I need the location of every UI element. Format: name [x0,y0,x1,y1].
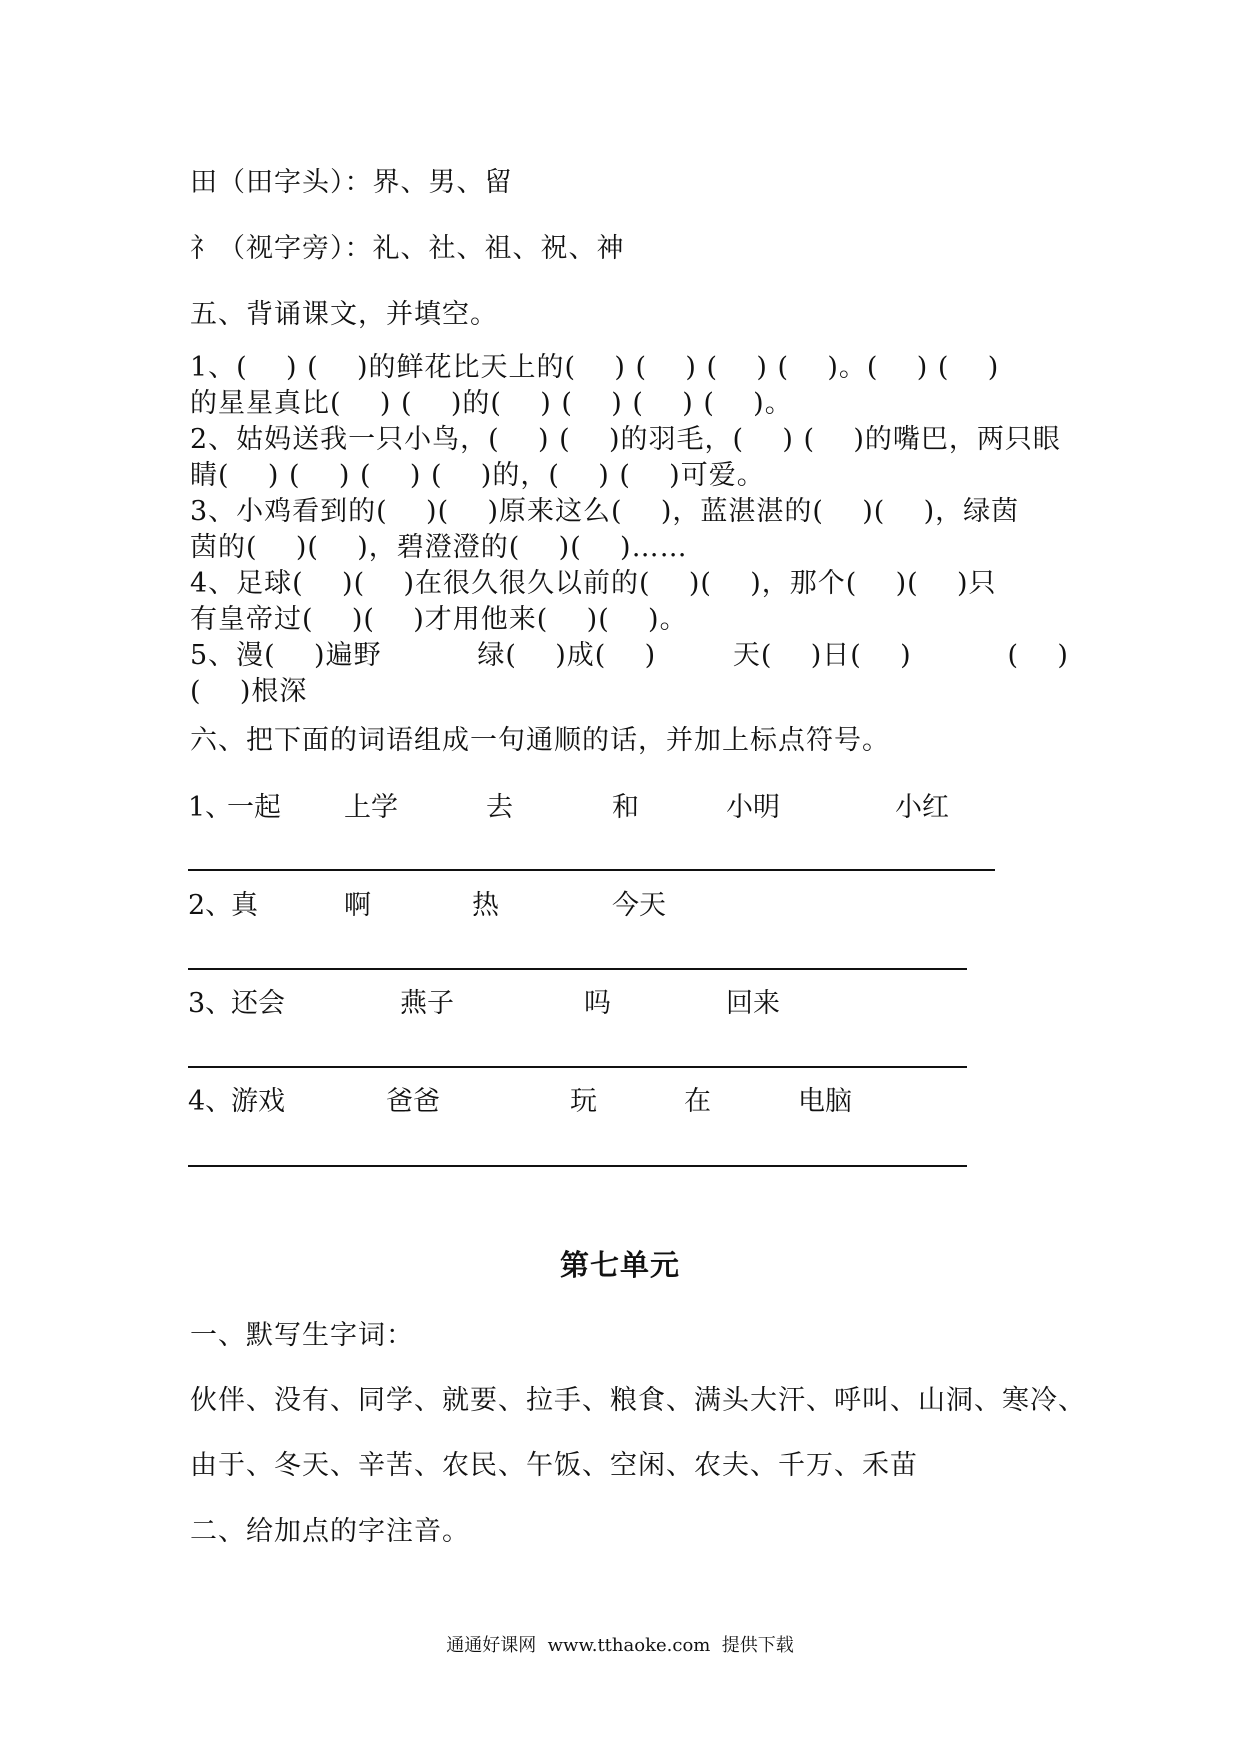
answer-line[interactable] [188,1066,967,1068]
word: 真 [231,890,258,921]
word: 爸爸 [386,1086,440,1117]
row-number: 3、 [188,988,233,1019]
section5-heading: 五、背诵课文，并填空。 [190,299,498,330]
answer-line[interactable] [188,1165,967,1167]
word: 今天 [612,890,666,921]
row-number: 4、 [188,1086,233,1117]
section5-line: 2、姑妈送我一只小鸟，( ) ( )的羽毛，( ) ( )的嘴巴，两只眼 [190,424,1061,455]
word: 回来 [726,988,780,1019]
answer-line[interactable] [188,869,995,871]
row-number: 2、 [188,890,233,921]
word: 热 [472,890,499,921]
section5-line: 有皇帝过( )( )才用他来( )( )。 [190,604,688,635]
word: 上学 [344,792,398,823]
section5-line: 3、小鸡看到的( )( )原来这么( )，蓝湛湛的( )( )，绿茵 [190,496,1020,527]
word: 游戏 [231,1086,285,1117]
page-footer: 通通好课网 www.tthaoke.com 提供下载 [446,1635,794,1656]
section5-line: 1、( ) ( )的鲜花比天上的( ) ( ) ( ) ( )。( ) ( ) [190,352,1000,383]
word: 还会 [231,988,285,1019]
section5-line: 茵的( )( )，碧澄澄的( )( )…… [190,532,688,563]
vocab-line: 伙伴、没有、同学、就要、拉手、粮食、满头大汗、呼叫、山洞、寒冷、 [190,1385,1086,1416]
word: 玩 [570,1086,597,1117]
unit-title: 第七单元 [559,1248,680,1282]
word: 吗 [584,988,611,1019]
row-number: 1、 [188,792,233,823]
word: 一起 [227,792,281,823]
radical-line-shi: 礻（视字旁）：礼、社、祖、祝、神 [190,233,625,264]
unit7-section1-heading: 一、默写生字词： [190,1320,414,1351]
section5-line: ( )根深 [190,676,308,707]
radical-line-tian: 田（田字头）：界、男、留 [190,167,513,198]
word: 去 [486,792,513,823]
word: 和 [612,792,639,823]
word: 燕子 [400,988,454,1019]
word: 小明 [726,792,780,823]
section6-heading: 六、把下面的词语组成一句通顺的话，并加上标点符号。 [190,725,890,756]
vocab-line: 由于、冬天、辛苦、农民、午饭、空闲、农夫、千万、禾苗 [190,1450,918,1481]
section5-line: 5、漫( )遍野 绿( )成( ) 天( )日( ) ( ) [190,640,1069,671]
unit7-section2-heading: 二、给加点的字注音。 [190,1516,470,1547]
word: 电脑 [798,1086,852,1117]
word: 在 [684,1086,711,1117]
word: 小红 [895,792,949,823]
section5-line: 睛( ) ( ) ( ) ( )的，( ) ( )可爱。 [190,460,765,491]
word: 啊 [344,890,371,921]
section5-line: 的星星真比( ) ( )的( ) ( ) ( ) ( )。 [190,388,793,419]
section5-line: 4、足球( )( )在很久很久以前的( )( )，那个( )( )只 [190,568,997,599]
answer-line[interactable] [188,968,967,970]
